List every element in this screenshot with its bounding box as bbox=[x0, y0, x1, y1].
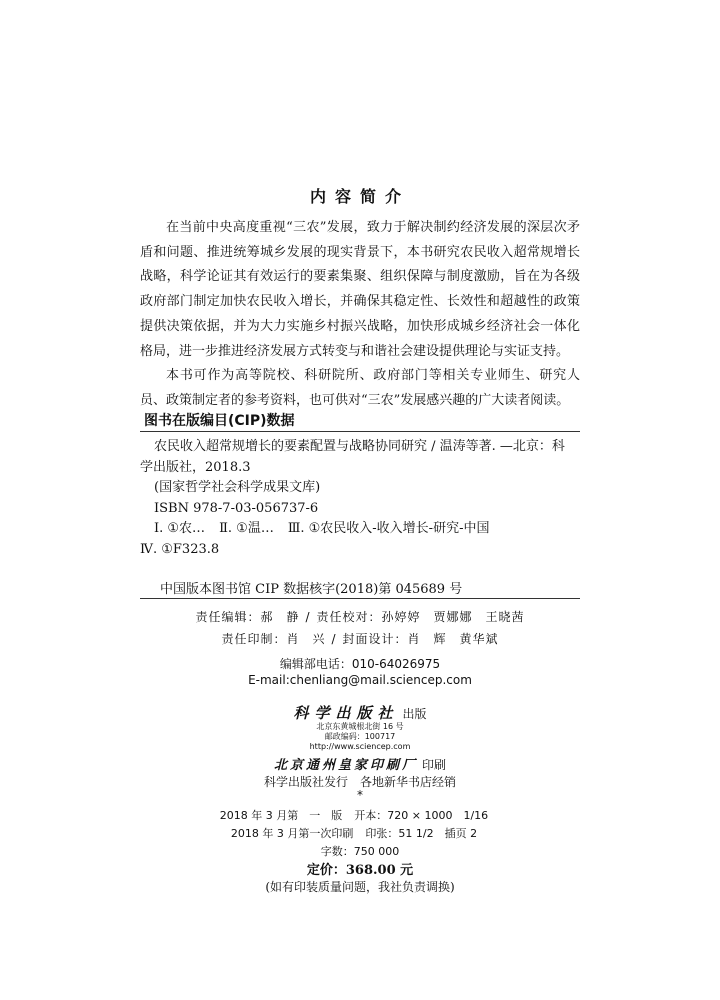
editorial-phone: 编辑部电话：010-64026975 bbox=[279, 657, 441, 671]
cover-credit: 封面设计：肖 辉 黄华斌 bbox=[342, 632, 499, 646]
cip-line: (国家哲学社会科学成果文库) bbox=[154, 480, 321, 495]
spec-line-1 bbox=[0, 807, 720, 823]
printer-suffix: 印刷 bbox=[422, 758, 447, 772]
editor-credit: 责任编辑：郝 静 bbox=[195, 610, 300, 624]
cip-block bbox=[140, 437, 576, 560]
publisher-address: 北京东黄城根北街 16 号 bbox=[316, 722, 404, 731]
printing-credit: 责任印制：肖 兴 bbox=[221, 632, 326, 646]
distribution-line: 科学出版社发行 各地新华书店经销 bbox=[263, 775, 456, 789]
publisher-postcode: 邮政编码：100717 bbox=[324, 732, 396, 741]
editorial-email: E-mail:chenliang@mail.sciencep.com bbox=[248, 673, 472, 687]
cip-class-item: Ⅱ. ①温… bbox=[219, 521, 274, 536]
cip-number: 中国版本图书馆 CIP 数据核字(2018)第 045689 号 bbox=[160, 582, 463, 597]
edition-info: 2018 年 3 月第 一 版 bbox=[219, 809, 343, 822]
cip-class-item: Ⅳ. ①F323.8 bbox=[140, 541, 220, 557]
price: 定价：368.00 元 bbox=[306, 863, 414, 878]
publisher-logo: 科学出版社 bbox=[293, 704, 399, 722]
publisher-row bbox=[0, 702, 720, 723]
staff-line-1: 责任编辑：郝 静 / 责任校对：孙婷婷 贾娜娜 王晓茜 bbox=[195, 610, 525, 624]
sheets-info: 印张：51 1/2 插页 2 bbox=[365, 827, 478, 840]
format-info: 开本：720 × 1000 1/16 bbox=[354, 809, 489, 822]
cip-isbn: ISBN 978-7-03-056737-6 bbox=[154, 500, 319, 516]
staff-line-2: 责任印制：肖 兴 / 封面设计：肖 辉 黄华斌 bbox=[221, 632, 499, 646]
print-run-info: 2018 年 3 月第一次印刷 bbox=[230, 827, 354, 840]
publisher-url: http://www.sciencep.com bbox=[309, 742, 411, 751]
cip-line: 学出版社，2018.3 bbox=[140, 459, 251, 475]
cip-bottom-rule bbox=[140, 598, 580, 599]
cip-line: 农民收入超常规增长的要素配置与战略协同研究 / 温涛等著. —北京：科 bbox=[154, 439, 565, 454]
cip-title: 图书在版编目(CIP)数据 bbox=[144, 413, 295, 429]
intro-title: 内容简介 bbox=[309, 187, 410, 206]
cip-classification bbox=[140, 519, 576, 540]
cip-class-item: Ⅰ. ①农… bbox=[154, 521, 206, 536]
cip-top-rule bbox=[140, 431, 580, 432]
word-count: 字数：750 000 bbox=[320, 845, 400, 858]
printer-row bbox=[0, 754, 720, 773]
intro-body bbox=[140, 216, 580, 414]
quality-note: (如有印装质量问题，我社负责调换) bbox=[265, 880, 455, 894]
spec-line-2 bbox=[0, 825, 720, 841]
cip-class-item: Ⅲ. ①农民收入-收入增长-研究-中国 bbox=[287, 521, 490, 536]
publisher-suffix: 出版 bbox=[402, 707, 427, 721]
intro-paragraph: 在当前中央高度重视“三农”发展，致力于解决制约经济发展的深层次矛盾和问题、推进统筹城乡发展的现实背景下，本书研究农民收入超常规增长战略，科学论证其有效运行的要素集聚、组织保障与制度激励，旨在为各级政府部门制定加快农民收入增长，并确保其稳定性、长效性和超越性的政策提供决策依据，并为大力实施乡村振兴战略，加快形成城乡经济社会一体化格局，进一步推进经济发展方式转变与和谐社会建设提供理论与实证支持。 bbox=[140, 220, 580, 359]
separator-star: * bbox=[357, 788, 363, 802]
intro-paragraph: 本书可作为高等院校、科研院所、政府部门等相关专业师生、研究人员、政策制定者的参考资料，也可供对“三农”发展感兴趣的广大读者阅读。 bbox=[140, 368, 580, 408]
proofreader-credit: 责任校对：孙婷婷 贾娜娜 王晓茜 bbox=[316, 610, 525, 624]
printer-name: 北京通州皇家印刷厂 bbox=[273, 758, 418, 773]
